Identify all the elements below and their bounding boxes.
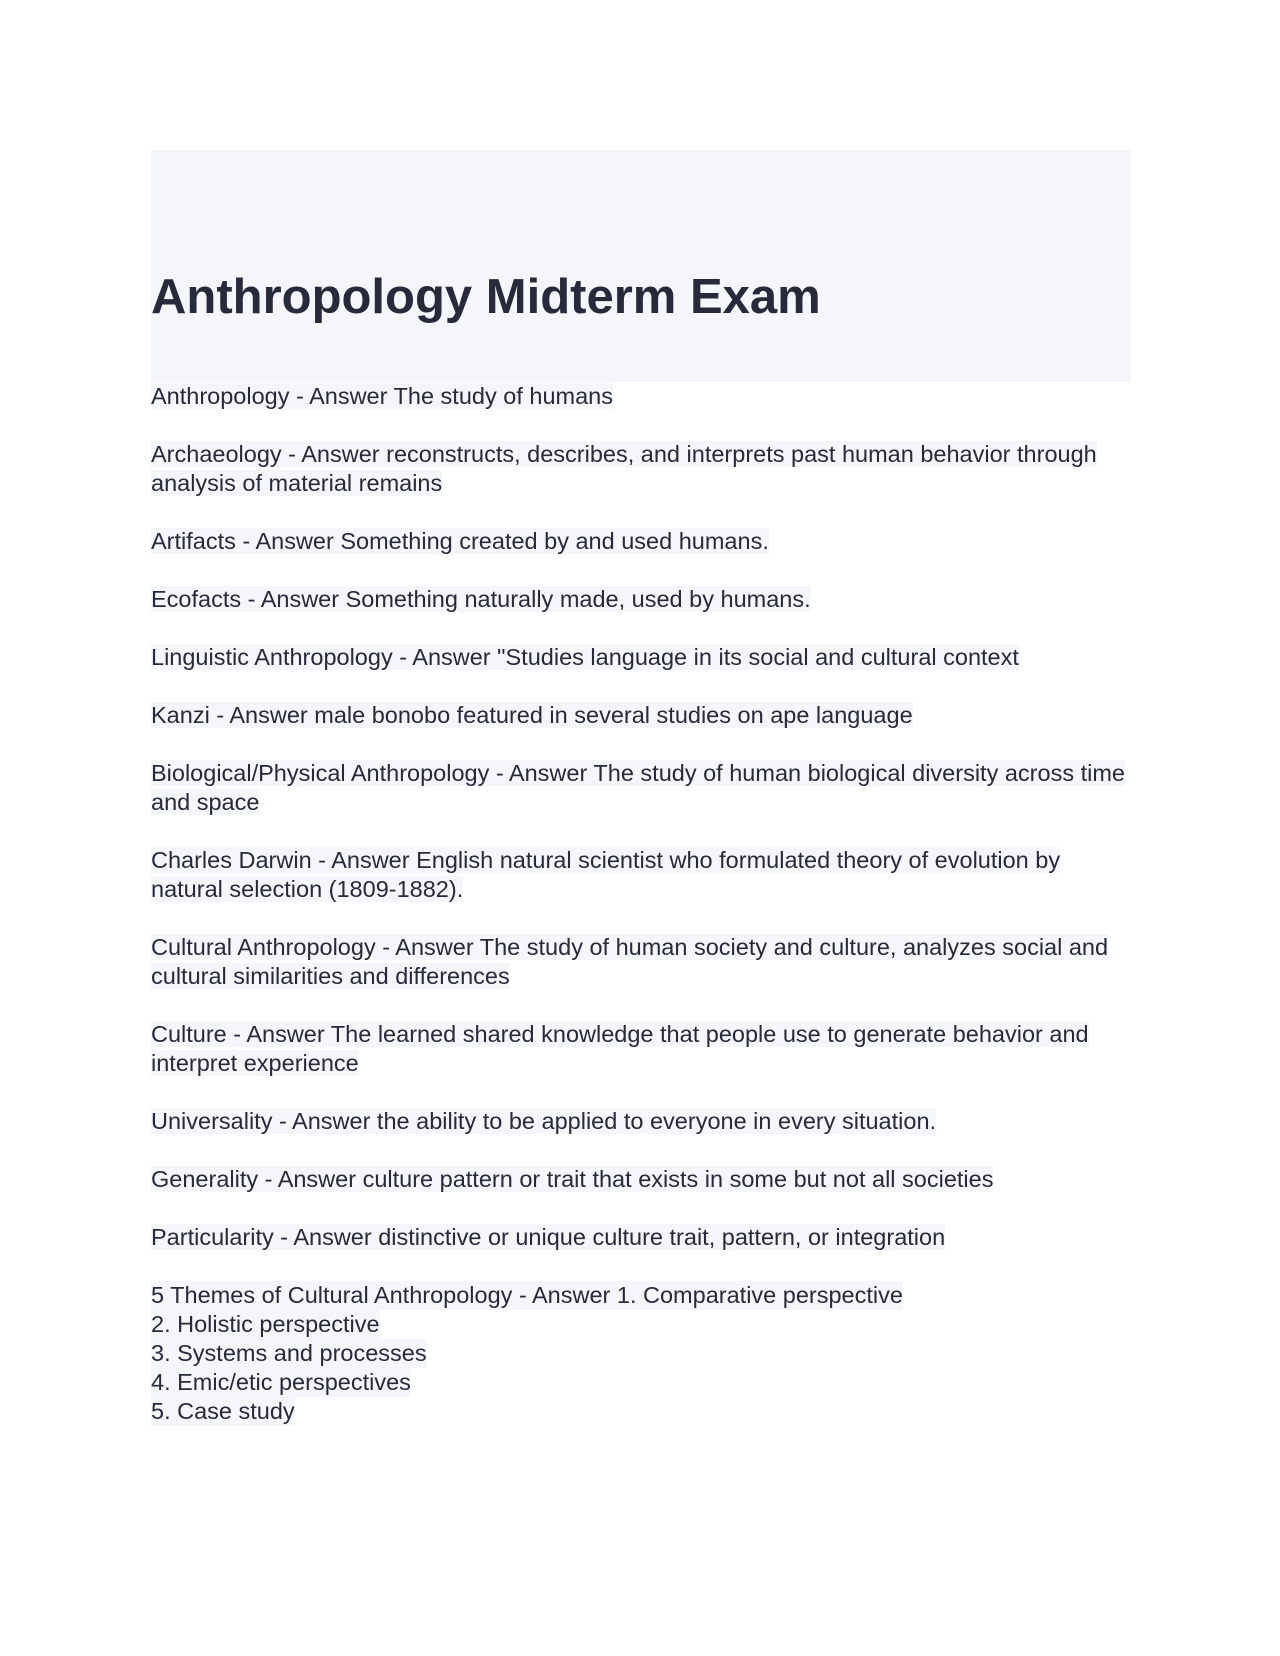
document-title: Anthropology Midterm Exam	[151, 270, 821, 324]
themes-line: 5 Themes of Cultural Anthropology - Answer 1. Comparative perspective	[151, 1282, 903, 1308]
flashcard-text: Culture - Answer The learned shared knowledge that people use to generate behavior and interpret experience	[151, 1021, 1089, 1076]
flashcard-list	[151, 382, 1131, 1426]
flashcard-entry	[151, 382, 1131, 411]
themes-line: 5. Case study	[151, 1398, 295, 1424]
flashcard-text: Kanzi - Answer male bonobo featured in several studies on ape language	[151, 702, 913, 728]
flashcard-text: Anthropology - Answer The study of humans	[151, 383, 613, 409]
flashcard-entry	[151, 1165, 1131, 1194]
flashcard-text: Charles Darwin - Answer English natural scientist who formulated theory of evolution by natural selection (1809-1882).	[151, 847, 1061, 902]
flashcard-entry	[151, 440, 1131, 498]
flashcard-text: Universality - Answer the ability to be applied to everyone in every situation.	[151, 1108, 937, 1134]
flashcard-entry	[151, 759, 1131, 817]
flashcard-entry	[151, 1223, 1131, 1252]
flashcard-text: Archaeology - Answer reconstructs, describes, and interprets past human behavior through analysis of material remains	[151, 441, 1097, 496]
document-page	[151, 150, 1131, 1455]
flashcard-entry	[151, 527, 1131, 556]
flashcard-entry	[151, 701, 1131, 730]
flashcard-text: Particularity - Answer distinctive or unique culture trait, pattern, or integration	[151, 1224, 946, 1250]
flashcard-entry	[151, 1107, 1131, 1136]
themes-entry	[151, 1281, 1131, 1426]
themes-line: 3. Systems and processes	[151, 1340, 427, 1366]
themes-line: 2. Holistic perspective	[151, 1311, 380, 1337]
flashcard-entry	[151, 1020, 1131, 1078]
flashcard-text: Linguistic Anthropology - Answer "Studies language in its social and cultural context	[151, 644, 1019, 670]
flashcard-entry	[151, 585, 1131, 614]
flashcard-entry	[151, 846, 1131, 904]
flashcard-entry	[151, 933, 1131, 991]
themes-line: 4. Emic/etic perspectives	[151, 1369, 411, 1395]
title-block	[151, 150, 1131, 382]
flashcard-entry	[151, 643, 1131, 672]
flashcard-text: Generality - Answer culture pattern or trait that exists in some but not all societies	[151, 1166, 994, 1192]
flashcard-text: Cultural Anthropology - Answer The study of human society and culture, analyzes social and cultural similarities and differences	[151, 934, 1109, 989]
flashcard-text: Artifacts - Answer Something created by and used humans.	[151, 528, 769, 554]
flashcard-text: Ecofacts - Answer Something naturally made, used by humans.	[151, 586, 811, 612]
flashcard-text: Biological/Physical Anthropology - Answer The study of human biological diversity across time and space	[151, 760, 1125, 815]
